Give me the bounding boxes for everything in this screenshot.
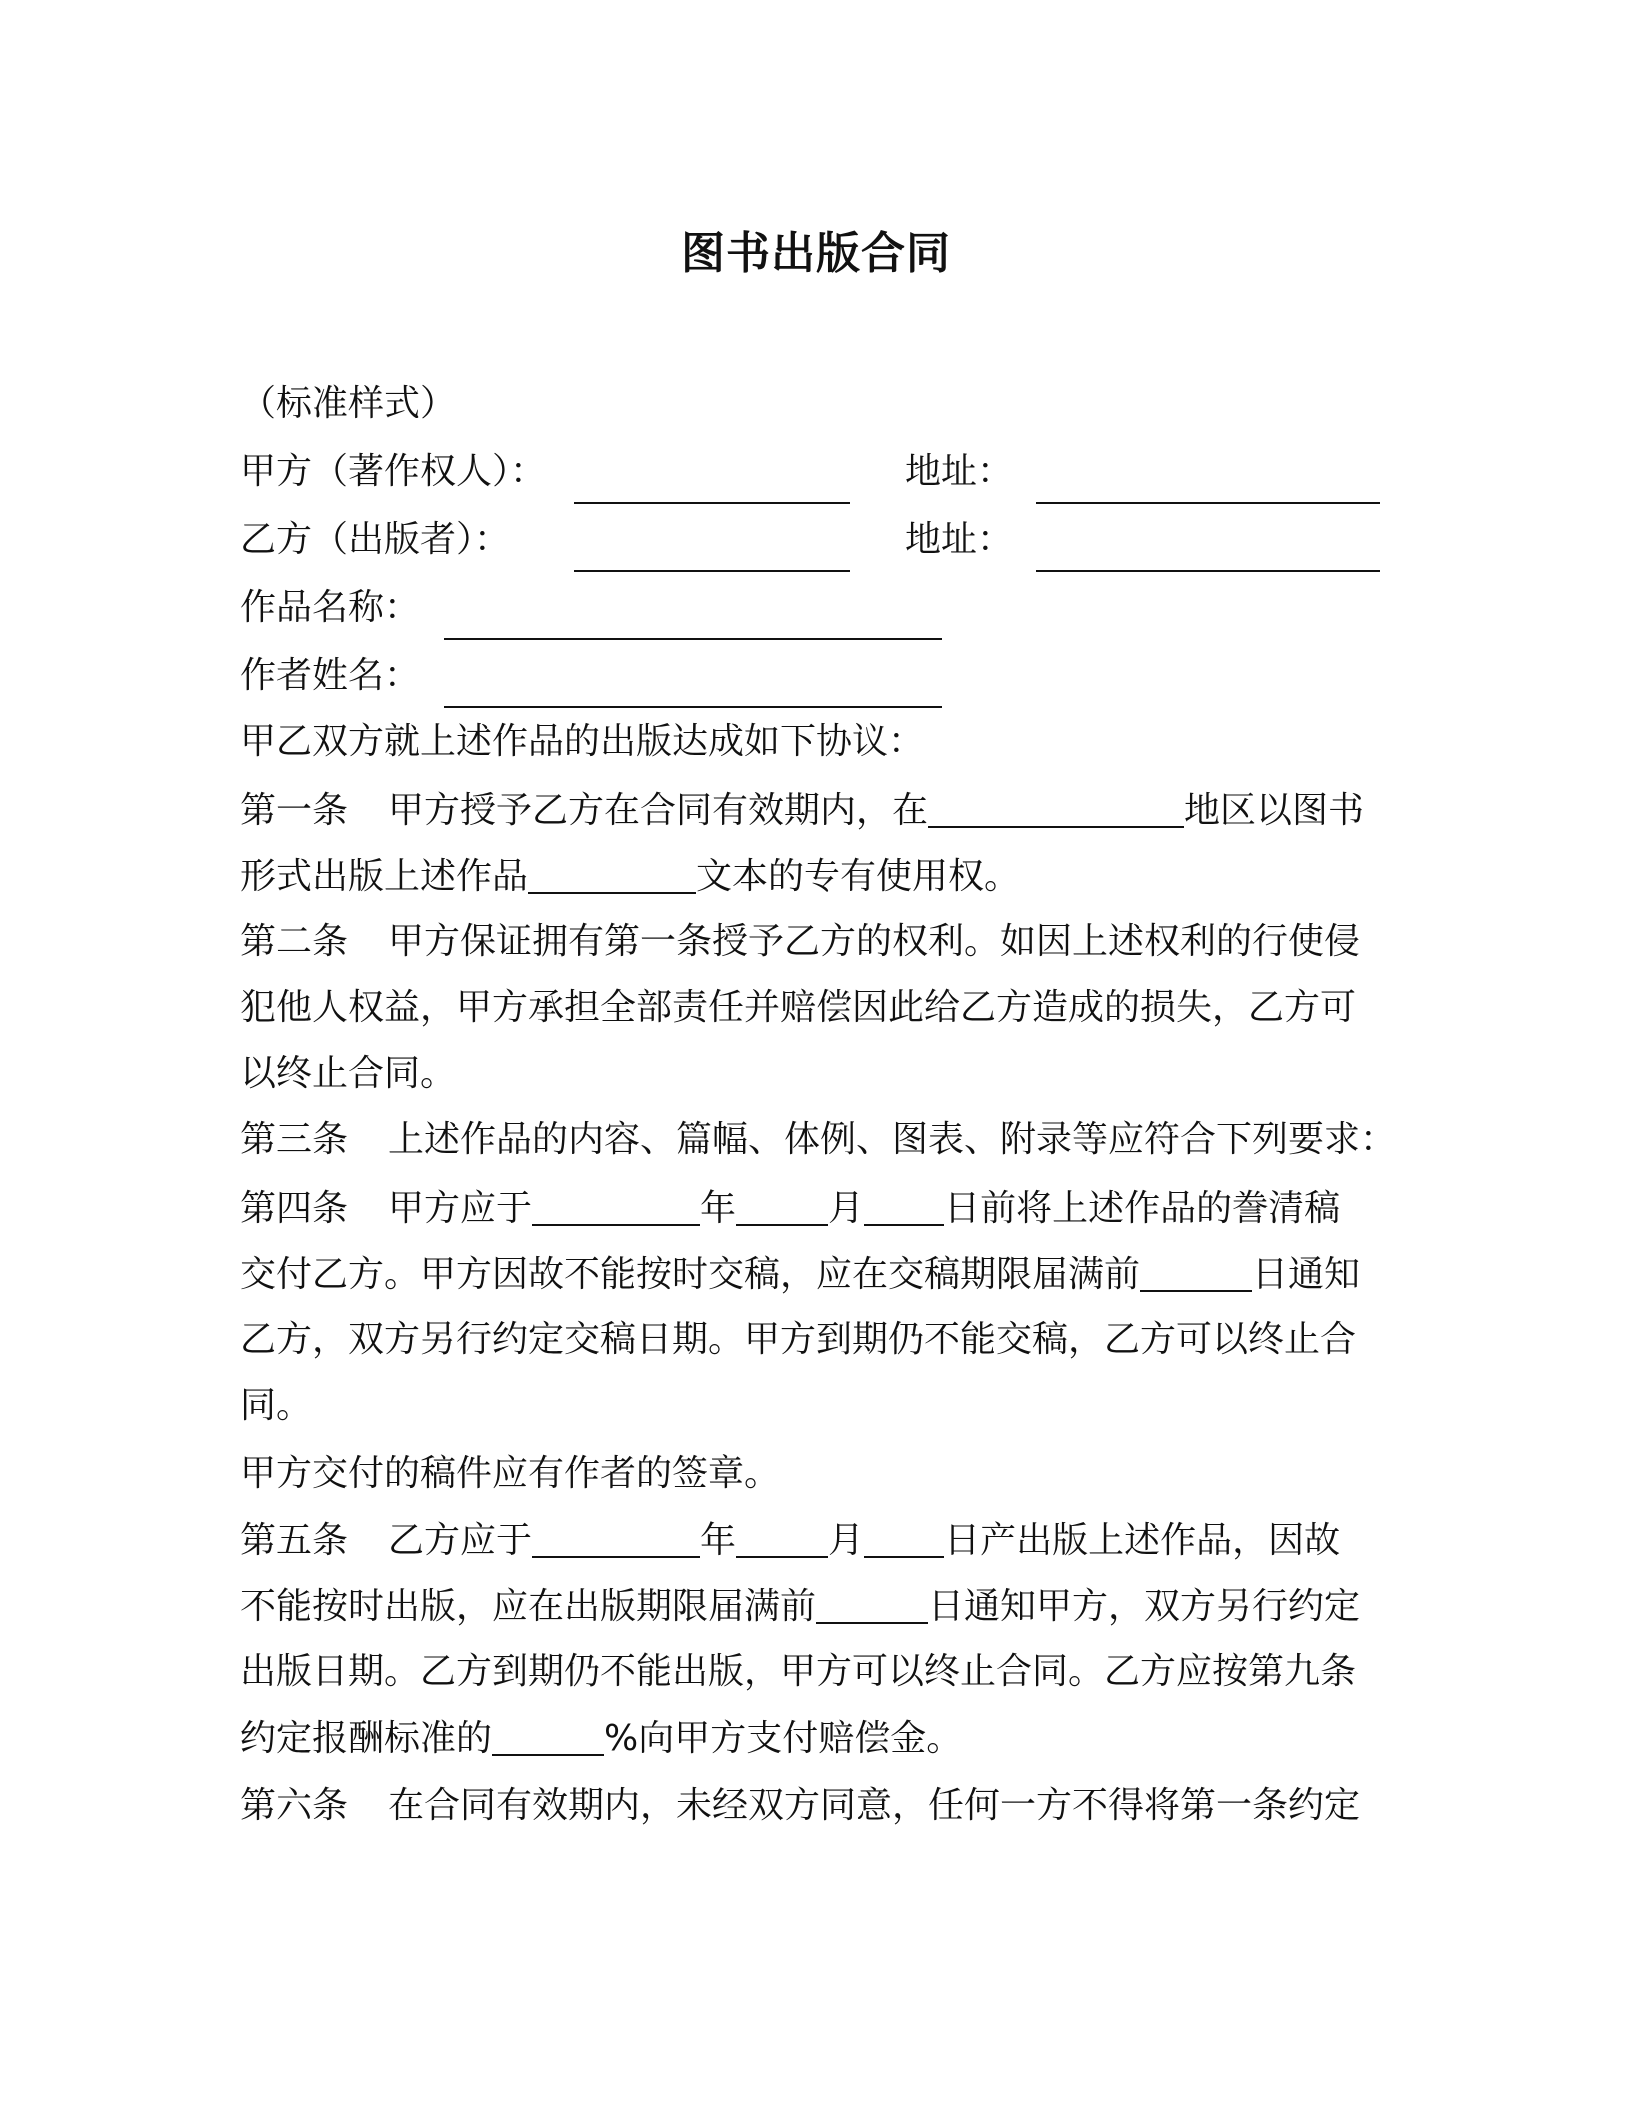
article-1-line-1: 第一条 甲方授予乙方在合同有效期内，在 地区以图书 bbox=[240, 786, 1390, 834]
article-5-number: 第五条 bbox=[240, 1520, 349, 1561]
party-a-label: 甲方（著作权人）： bbox=[240, 451, 547, 492]
party-b-address-field[interactable] bbox=[1036, 530, 1380, 572]
party-a-name-field[interactable] bbox=[574, 462, 850, 504]
article-4-line-1: 第四条 甲方应于 年 月 日前将上述作品的誊清稿 bbox=[240, 1184, 1390, 1232]
article-2-line-3: 以终止合同。 bbox=[240, 1053, 457, 1094]
article-3-number: 第三条 bbox=[240, 1119, 349, 1160]
intro-text: 甲乙双方就上述作品的出版达成如下协议： bbox=[240, 721, 925, 762]
article-5-line-3: 出版日期。乙方到期仍不能出版，甲方可以终止合同。乙方应按第九条 bbox=[240, 1651, 1357, 1692]
article-2-number: 第二条 bbox=[240, 921, 349, 962]
article-4-line-5: 甲方交付的稿件应有作者的签章。 bbox=[240, 1453, 781, 1494]
party-a-address-field[interactable] bbox=[1036, 462, 1380, 504]
article-3-line-1: 第三条 上述作品的内容、篇幅、体例、图表、附录等应符合下列要求： bbox=[240, 1119, 1397, 1160]
article-5-line-4: 约定报酬标准的 %向甲方支付赔偿金。 bbox=[240, 1714, 1390, 1762]
delivery-day-field[interactable] bbox=[864, 1184, 944, 1226]
article-5-line-2: 不能按时出版，应在出版期限届满前 日通知甲方，双方另行约定 bbox=[240, 1582, 1390, 1630]
compensation-percent-field[interactable] bbox=[492, 1714, 604, 1756]
article-6-line-1: 第六条 在合同有效期内，未经双方同意，任何一方不得将第一条约定 bbox=[240, 1785, 1361, 1826]
party-a-address-label: 地址： bbox=[905, 451, 1014, 492]
language-field[interactable] bbox=[528, 852, 696, 894]
article-4-line-2: 交付乙方。甲方因故不能按时交稿，应在交稿期限届满前 日通知 bbox=[240, 1250, 1390, 1298]
delivery-month-field[interactable] bbox=[736, 1184, 828, 1226]
article-1-number: 第一条 bbox=[240, 790, 349, 831]
subtitle: （标准样式） bbox=[240, 383, 457, 424]
party-b-address-label: 地址： bbox=[905, 519, 1014, 560]
region-field[interactable] bbox=[928, 786, 1184, 828]
article-2-line-2: 犯他人权益，甲方承担全部责任并赔偿因此给乙方造成的损失，乙方可 bbox=[240, 987, 1357, 1028]
article-1-line-2: 形式出版上述作品 文本的专有使用权。 bbox=[240, 852, 1390, 900]
delivery-notice-days-field[interactable] bbox=[1140, 1250, 1252, 1292]
delivery-year-field[interactable] bbox=[532, 1184, 700, 1226]
work-name-label: 作品名称： bbox=[240, 587, 421, 628]
publish-day-field[interactable] bbox=[864, 1516, 944, 1558]
publish-month-field[interactable] bbox=[736, 1516, 828, 1558]
article-5-line-1: 第五条 乙方应于 年 月 日产出版上述作品，因故 bbox=[240, 1516, 1390, 1564]
party-b-name-field[interactable] bbox=[574, 530, 850, 572]
article-4-number: 第四条 bbox=[240, 1188, 349, 1229]
article-2-line-1: 第二条 甲方保证拥有第一条授予乙方的权利。如因上述权利的行使侵 bbox=[240, 921, 1361, 962]
publish-notice-days-field[interactable] bbox=[816, 1582, 928, 1624]
work-name-field[interactable] bbox=[444, 598, 942, 640]
publish-year-field[interactable] bbox=[532, 1516, 700, 1558]
article-6-number: 第六条 bbox=[240, 1785, 349, 1826]
article-4-line-4: 同。 bbox=[240, 1385, 313, 1426]
document-title: 图书出版合同 bbox=[681, 228, 951, 279]
author-name-field[interactable] bbox=[444, 666, 942, 708]
author-name-label: 作者姓名： bbox=[240, 655, 421, 696]
article-4-line-3: 乙方，双方另行约定交稿日期。甲方到期仍不能交稿，乙方可以终止合 bbox=[240, 1319, 1357, 1360]
party-b-label: 乙方（出版者）： bbox=[240, 519, 511, 560]
